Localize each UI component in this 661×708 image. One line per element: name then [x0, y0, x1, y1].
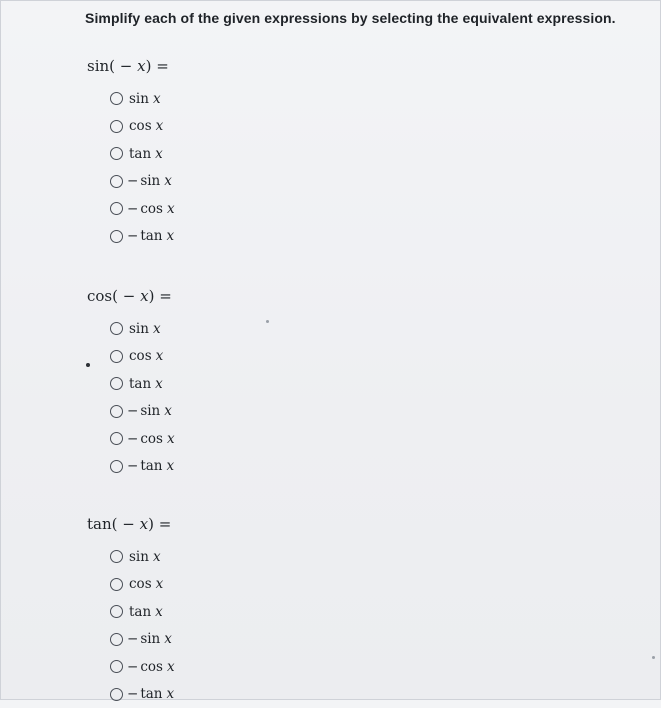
- radio-button[interactable]: [110, 377, 123, 390]
- question-sin: [87, 55, 175, 250]
- radio-button[interactable]: [110, 322, 123, 335]
- option-tan-x[interactable]: tan x: [110, 140, 175, 168]
- radio-button[interactable]: [110, 688, 123, 701]
- option-neg-sin-x[interactable]: − sin x: [110, 626, 175, 654]
- option-sin-x[interactable]: sin x: [110, 85, 175, 113]
- question-prompt: cos( − x) =: [87, 285, 175, 307]
- radio-button[interactable]: [110, 633, 123, 646]
- option-neg-tan-x[interactable]: − tan x: [110, 681, 175, 708]
- stray-dot-mark: [86, 363, 90, 367]
- radio-button[interactable]: [110, 350, 123, 363]
- radio-button[interactable]: [110, 605, 123, 618]
- option-sin-x[interactable]: sin x: [110, 543, 175, 571]
- radio-button[interactable]: [110, 578, 123, 591]
- question-prompt: tan( − x) =: [87, 513, 175, 535]
- question-tan: [87, 513, 175, 708]
- radio-button[interactable]: [110, 550, 123, 563]
- stray-speck-mark: [652, 656, 655, 659]
- option-neg-tan-x[interactable]: − tan x: [110, 453, 175, 481]
- question-prompt: sin( − x) =: [87, 55, 175, 77]
- option-cos-x[interactable]: cos x: [110, 343, 175, 371]
- option-cos-x[interactable]: cos x: [110, 571, 175, 599]
- option-neg-sin-x[interactable]: − sin x: [110, 398, 175, 426]
- radio-button[interactable]: [110, 230, 123, 243]
- stray-speck-mark: [266, 320, 269, 323]
- option-tan-x[interactable]: tan x: [110, 370, 175, 398]
- answer-options: [110, 543, 175, 708]
- radio-button[interactable]: [110, 460, 123, 473]
- radio-button[interactable]: [110, 175, 123, 188]
- option-neg-sin-x[interactable]: − sin x: [110, 168, 175, 196]
- option-sin-x[interactable]: sin x: [110, 315, 175, 343]
- radio-button[interactable]: [110, 147, 123, 160]
- answer-options: [110, 85, 175, 250]
- option-neg-cos-x[interactable]: − cos x: [110, 653, 175, 681]
- option-neg-cos-x[interactable]: − cos x: [110, 195, 175, 223]
- radio-button[interactable]: [110, 432, 123, 445]
- option-neg-cos-x[interactable]: − cos x: [110, 425, 175, 453]
- radio-button[interactable]: [110, 202, 123, 215]
- option-cos-x[interactable]: cos x: [110, 113, 175, 141]
- radio-button[interactable]: [110, 660, 123, 673]
- radio-button[interactable]: [110, 405, 123, 418]
- option-neg-tan-x[interactable]: − tan x: [110, 223, 175, 251]
- radio-button[interactable]: [110, 120, 123, 133]
- question-cos: [87, 285, 175, 480]
- option-tan-x[interactable]: tan x: [110, 598, 175, 626]
- instruction-text: Simplify each of the given expressions by selecting the equivalent expression.: [85, 10, 616, 26]
- radio-button[interactable]: [110, 92, 123, 105]
- answer-options: [110, 315, 175, 480]
